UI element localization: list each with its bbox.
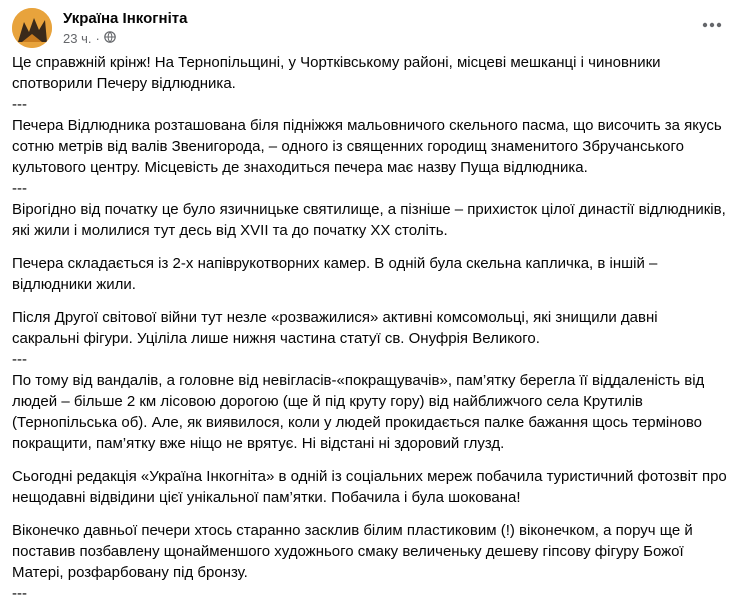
post-header bbox=[12, 8, 728, 52]
post-paragraph: По тому від вандалів, а головне від невігласів-«покращувачів», пам’ятку берегла її віддаленість від людей – більше 2 км лісовою дорогою (ще й під круту гору) від найближчого села Крутилів (Тернопільська об). Але, як виявилося, коли у людей прокидається палке бажання щось терміново покращити, пам’ятку вже ніщо не врятує. Ні відстані ні здоровий глузд. bbox=[12, 372, 705, 452]
more-horizontal-icon bbox=[702, 15, 722, 33]
post-separator: --- bbox=[12, 96, 27, 113]
post-paragraph: Печера Відлюдника розташована біля підніжжя мальовничого скельного пасма, що височить за якусь сотню метрів від валів Звенигорода, – одного із священних городищ знаменитого Збручанського культового центру. Місцевість де знаходиться печера має назву Пуща відлюдника. bbox=[12, 117, 722, 176]
page-avatar[interactable] bbox=[12, 8, 52, 48]
avatar-image bbox=[12, 8, 52, 48]
post-paragraph: Печера складається із 2-х напіврукотворних камер. В одній була скельна капличка, в іншій – відлюдники жили. bbox=[12, 255, 658, 293]
post-paragraph: Віконечко давньої печери хтось старанно засклив білим пластиковим (!) віконечком, а поруч ще й поставив позбавлену щонайменшого художнього смаку величеньку дешеву гіпсову фігуру Божої Матері, розфарбовану під бронзу. bbox=[12, 522, 693, 581]
post-time[interactable]: 23 ч. bbox=[63, 31, 92, 46]
more-options-button[interactable] bbox=[696, 12, 728, 36]
post-separator: --- bbox=[12, 180, 27, 197]
post-text bbox=[12, 52, 728, 604]
post-separator: --- bbox=[12, 351, 27, 368]
post-meta bbox=[63, 31, 116, 46]
post-paragraph: Це справжній крінж! На Тернопільщині, у Чортківському районі, місцеві мешканці і чиновники спотворили Печеру відлюдника. bbox=[12, 54, 661, 92]
post-paragraph: Сьогодні редакція «Україна Інкогніта» в одній із соціальних мереж побачила туристичний фотозвіт про нещодавні відвідини цієї унікальної пам’ятки. Побачила і була шокована! bbox=[12, 468, 727, 506]
meta-dot: · bbox=[95, 31, 100, 46]
post-paragraph: Після Другої світової війни тут незле «розважилися» активні комсомольці, які знищили давні сакральні фігури. Уціліла лише нижня частина статуї св. Онуфрія Великого. bbox=[12, 309, 658, 347]
globe-icon[interactable] bbox=[104, 31, 116, 46]
post-separator: --- bbox=[12, 585, 27, 602]
post-paragraph: Вірогідно від початку це було язичницьке святилище, а пізніше – прихисток цілої династії відлюдників, які жили і молилися тут десь від XVII та до початку XX століть. bbox=[12, 201, 726, 239]
page-name[interactable]: Україна Інкогніта bbox=[63, 10, 188, 27]
